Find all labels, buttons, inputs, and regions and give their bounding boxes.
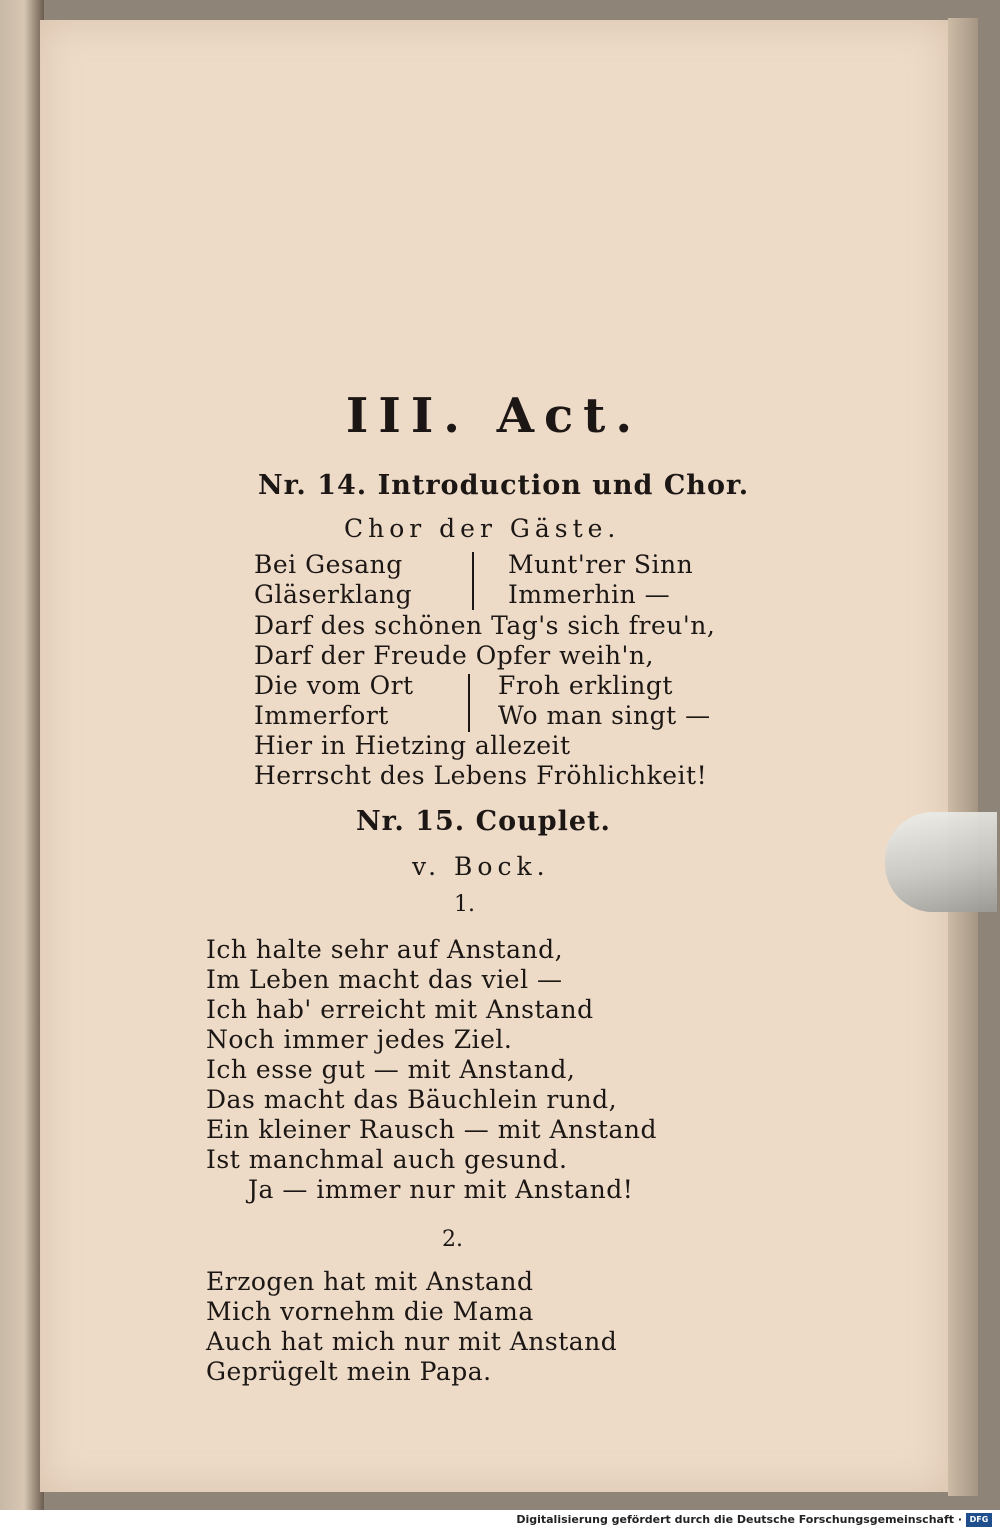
chor-divider-2 — [468, 674, 470, 732]
verse-1-number: 1. — [454, 892, 475, 917]
nr15-subheading: v. Bock. — [412, 852, 550, 881]
chor-divider-1 — [472, 552, 474, 610]
chor-line-3: Darf des schönen Tag's sich freu'n, — [254, 611, 716, 640]
chor-line-4: Darf der Freude Opfer weih'n, — [254, 641, 654, 670]
verse-1-line-4: Noch immer jedes Ziel. — [206, 1025, 513, 1054]
chor-line-5-left: Die vom Ort — [254, 671, 414, 700]
page-clip — [885, 812, 997, 912]
chor-line-7: Hier in Hietzing allezeit — [254, 731, 571, 760]
verse-2-line-2: Mich vornehm die Mama — [206, 1297, 534, 1326]
verse-1-line-5: Ich esse gut — mit Anstand, — [206, 1055, 576, 1084]
verse-1-line-7: Ein kleiner Rausch — mit Anstand — [206, 1115, 657, 1144]
nr14-heading: Nr. 14. Introduction und Chor. — [258, 470, 750, 501]
verse-2-line-3: Auch hat mich nur mit Anstand — [206, 1327, 618, 1356]
chor-line-2-right: Immerhin — — [508, 580, 671, 609]
chor-line-6-left: Immerfort — [254, 701, 389, 730]
chor-line-1-left: Bei Gesang — [254, 550, 403, 579]
verse-1-line-1: Ich halte sehr auf Anstand, — [206, 935, 564, 964]
chor-line-6-right: Wo man singt — — [498, 701, 711, 730]
footer-bar — [0, 1510, 1000, 1531]
nr15-heading: Nr. 15. Couplet. — [356, 806, 611, 837]
verse-1-line-3: Ich hab' erreicht mit Anstand — [206, 995, 594, 1024]
verse-1-refrain: Ja — immer nur mit Anstand! — [248, 1175, 634, 1204]
chor-line-8: Herrscht des Lebens Fröhlichkeit! — [254, 761, 708, 790]
nr14-subheading: Chor der Gäste. — [344, 514, 621, 543]
chor-line-2-left: Gläserklang — [254, 580, 413, 609]
chor-line-5-right: Froh erklingt — [498, 671, 673, 700]
verse-1-line-2: Im Leben macht das viel — — [206, 965, 563, 994]
verse-2-line-4: Geprügelt mein Papa. — [206, 1357, 492, 1386]
act-title: III. Act. — [345, 388, 643, 444]
verse-1-line-8: Ist manchmal auch gesund. — [206, 1145, 568, 1174]
footer-credit: Digitalisierung gefördert durch die Deutsche Forschungsgemeinschaft · — [516, 1513, 962, 1526]
verse-1-line-6: Das macht das Bäuchlein rund, — [206, 1085, 618, 1114]
book-page — [40, 20, 948, 1492]
verse-2-number: 2. — [442, 1227, 463, 1252]
chor-line-1-right: Munt'rer Sinn — [508, 550, 694, 579]
page-right-edge — [948, 18, 978, 1496]
verse-2-line-1: Erzogen hat mit Anstand — [206, 1267, 534, 1296]
book-spine-edge — [0, 0, 44, 1510]
dfg-logo-icon: DFG — [966, 1513, 992, 1527]
